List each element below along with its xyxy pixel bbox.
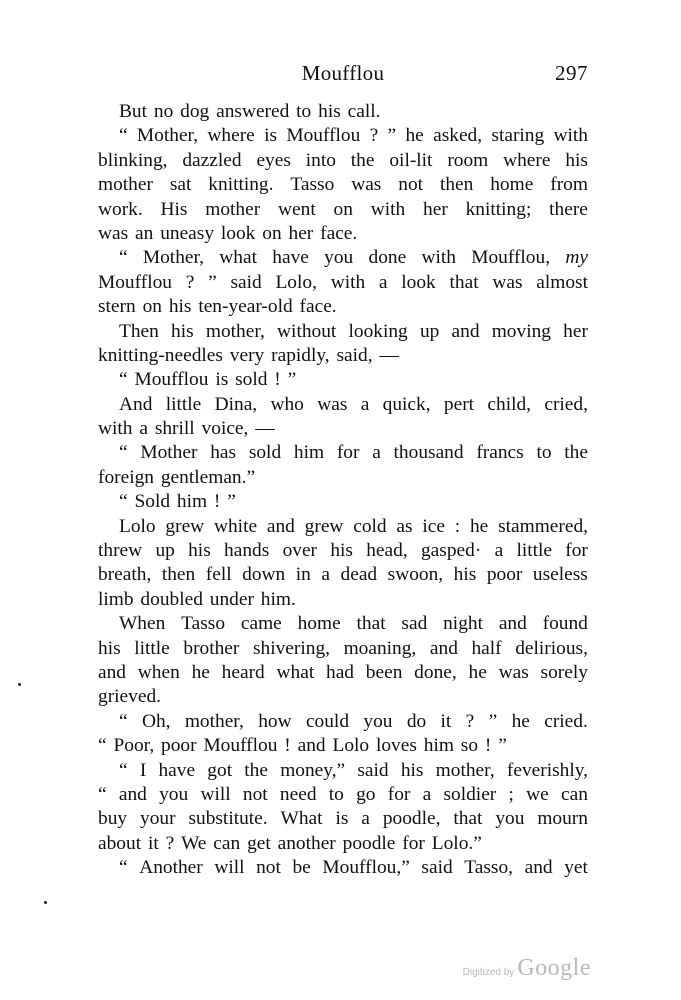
text-line: And little Dina, who was a quick, pert child, cried, bbox=[119, 393, 588, 415]
scan-speck bbox=[18, 683, 21, 686]
text-line: about it ? We can get another poodle for Lolo.” bbox=[98, 832, 482, 854]
text-line: foreign gentleman.” bbox=[98, 466, 256, 488]
text-line: “ Mother has sold him for a thousand francs to the bbox=[119, 442, 588, 464]
text-line: “ I have got the money,” said his mother, feverishly, bbox=[119, 759, 588, 781]
body-text bbox=[98, 100, 588, 881]
text-line: “ Another will not be Moufflou,” said Tasso, and yet bbox=[119, 857, 588, 879]
text-line: mother sat knitting. Tasso was not then home from bbox=[98, 174, 588, 196]
text-line: buy your substitute. What is a poodle, that you mourn bbox=[98, 808, 588, 830]
page-number: 297 bbox=[555, 61, 588, 85]
text-line: and when he heard what had been done, he was sorely bbox=[98, 661, 588, 683]
text-line: grieved. bbox=[98, 686, 161, 708]
text-line: Then his mother, without looking up and moving her bbox=[119, 320, 588, 342]
text-line: Moufflou ? ” said Lolo, with a look that was almost bbox=[98, 271, 588, 293]
text-line: When Tasso came home that sad night and found bbox=[119, 613, 588, 635]
text-line: “ and you will not need to go for a soldier ; we can bbox=[98, 783, 588, 805]
text-line: But no dog answered to his call. bbox=[119, 101, 381, 122]
text-line: “ Mother, what have you done with Moufflou, my bbox=[119, 247, 588, 269]
text-line: threw up his hands over his head, gasped· a little for bbox=[98, 540, 588, 562]
text-line: limb doubled under him. bbox=[98, 588, 296, 610]
text-line: stern on his ten-year-old face. bbox=[98, 296, 337, 318]
running-title: Moufflou bbox=[301, 61, 385, 85]
text-line: “ Poor, poor Moufflou ! and Lolo loves him so ! ” bbox=[98, 735, 507, 757]
digitized-by-label: Digitized by bbox=[462, 967, 515, 978]
text-line: with a shrill voice, — bbox=[98, 418, 275, 440]
text-line: knitting-needles very rapidly, said, — bbox=[98, 344, 399, 366]
text-line: was an uneasy look on her face. bbox=[98, 222, 358, 244]
text-line: “ Moufflou is sold ! ” bbox=[119, 369, 297, 391]
google-logo: Google bbox=[517, 955, 591, 981]
text-line: “ Mother, where is Moufflou ? ” he asked, staring with bbox=[119, 125, 588, 147]
running-head bbox=[98, 58, 588, 88]
text-line: “ Sold him ! ” bbox=[119, 491, 236, 513]
text-line: “ Oh, mother, how could you do it ? ” he cried. bbox=[119, 710, 588, 732]
text-line: Lolo grew white and grew cold as ice : he stammered, bbox=[119, 515, 588, 537]
scan-speck bbox=[44, 901, 47, 904]
text-line: his little brother shivering, moaning, and half delirious, bbox=[98, 637, 588, 659]
google-watermark bbox=[463, 955, 591, 983]
text-line: blinking, dazzled eyes into the oil-lit room where his bbox=[98, 149, 588, 171]
text-line: work. His mother went on with her knitting; there bbox=[98, 198, 588, 220]
text-line: breath, then fell down in a dead swoon, his poor useless bbox=[98, 564, 588, 586]
